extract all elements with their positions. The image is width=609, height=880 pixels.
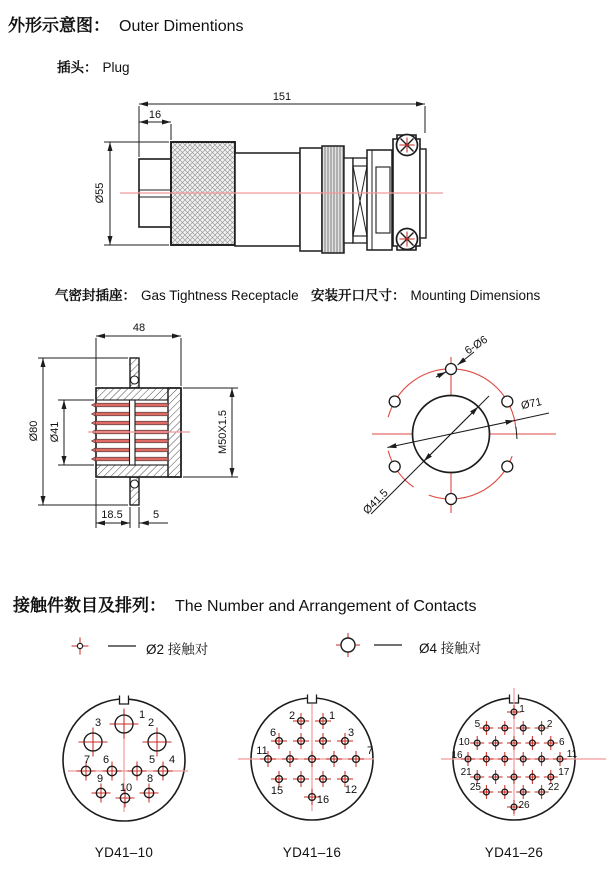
contact-number: 2 [546,719,553,730]
legend-label-large: Ø4 接触对 [419,641,482,656]
dim-label-length: 151 [272,91,292,103]
section-outer-dimensions-title-zh: 外形示意图： [8,16,110,35]
mounting-drawing [361,334,556,517]
receptacle-caption [55,284,299,304]
connector-face-yd41-16 [238,694,374,860]
mounting-hole [389,396,400,407]
contact-number: 15 [270,785,284,797]
contact-number: 2 [147,717,155,729]
dim-label-front: 16 [148,109,162,121]
flange-hole [131,480,139,488]
contact-number: 5 [148,754,156,766]
contact-number: 3 [347,727,355,739]
connector-face-yd41-26 [441,688,606,860]
contact-number: 9 [96,773,104,785]
model-label: YD41–26 [484,845,544,860]
contact-number: 3 [94,717,102,729]
mounting-hole [446,364,457,375]
contact-number: 5 [474,719,481,730]
contact-number: 11 [566,749,578,760]
contact-number: 25 [469,782,481,793]
contact-number: 1 [328,710,336,722]
mounting-hole [446,494,457,505]
model-label: YD41–10 [94,845,154,860]
contact-number: 6 [102,754,110,766]
contact-number: 7 [366,745,374,757]
plug-caption-en: Plug [102,60,130,75]
receptacle-caption-en: Gas Tightness Receptacle [141,288,299,303]
section-outer-dimensions-title-en: Outer Dimentions [119,18,244,35]
contact-number: 4 [168,754,176,766]
screw-icon [397,135,418,156]
legend-label-small: Ø2 接触对 [146,642,209,657]
contact-arrangements [63,688,606,860]
contact-number: 22 [548,782,560,793]
contact-number: 2 [288,710,296,722]
mounting-caption-en: Mounting Dimensions [410,288,541,303]
large-contact-pair-icon [336,633,402,657]
connector-face-yd41-10 [63,695,188,860]
dim-label-thread: M50X1.5 [217,409,229,455]
plug-caption-zh: 插头： [57,60,98,75]
receptacle-drawing [28,322,238,528]
contact-number: 10 [458,737,470,748]
mounting-caption [311,284,540,304]
contact-number: 17 [558,767,570,778]
mounting-caption-zh: 安装开口尺寸： [311,288,406,303]
contact-number: 1 [519,704,525,715]
contact-number: 16 [451,750,463,761]
contact-number: 8 [146,773,154,785]
contact-number: 26 [518,800,530,811]
section-contacts-title [13,591,477,616]
section-contacts-title-zh: 接触件数目及排列： [13,596,166,615]
mounting-hole [502,396,513,407]
dim-label-flange-thickness: 5 [152,509,160,521]
screw-icon [397,229,418,250]
flange-hole [131,376,139,384]
dim-label-holes: 6-Ø6 [462,333,490,358]
receptacle-caption-zh: 气密封插座： [55,288,136,303]
section-outer-dimensions-title [8,11,244,36]
contact-number: 12 [344,784,358,796]
plug-caption [57,56,130,76]
dim-label-bolt-circle: Ø71 [519,396,543,413]
mounting-hole [389,461,400,472]
dim-label-inner-diameter: Ø41 [49,421,61,443]
legend-symbols [72,633,403,657]
ribbed-ring [322,146,344,253]
contact-number: 6 [269,727,277,739]
contact-number: 10 [119,782,133,794]
small-contact-pair-icon [72,638,137,655]
contact-number: 11 [256,745,268,757]
dim-label-width: 48 [132,322,146,334]
dim-label-diameter: Ø55 [94,182,106,204]
mounting-hole [502,461,513,472]
dim-label-panel-hole: Ø41.5 [361,487,391,517]
dim-label-flange-offset: 18.5 [101,509,123,521]
contact-number: 21 [460,767,472,778]
contact-number: 1 [138,709,146,721]
section-contacts-title-en: The Number and Arrangement of Contacts [175,598,477,615]
contact-number: 16 [316,794,330,806]
contact-number: 7 [83,754,91,766]
model-label: YD41–16 [282,845,342,860]
contact-number: 6 [559,737,565,748]
dim-label-outer-diameter: Ø80 [28,420,40,442]
plug-drawing [94,91,443,253]
